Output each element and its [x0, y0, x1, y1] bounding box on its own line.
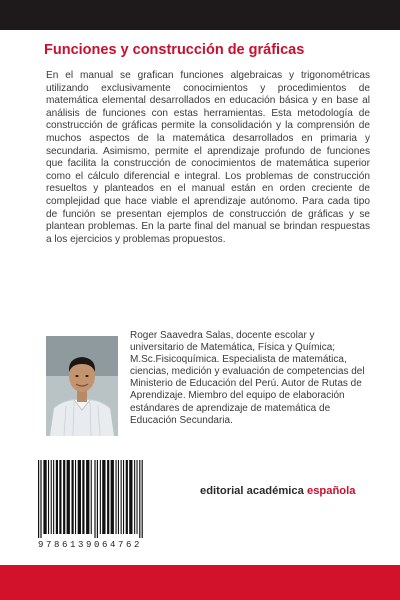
barcode-bar [107, 460, 109, 534]
barcode-bar [38, 460, 39, 538]
author-photo [46, 336, 118, 436]
barcode-bar [78, 460, 81, 534]
barcode-bar [100, 460, 101, 534]
barcode-bar [137, 460, 138, 534]
top-color-band [0, 0, 400, 30]
barcode-bar [51, 460, 52, 534]
barcode-bar [56, 460, 58, 534]
barcode-bar [139, 460, 140, 538]
barcode-bar [111, 460, 114, 534]
barcode-bar [53, 460, 54, 534]
barcode-bar [94, 460, 95, 538]
barcode-bar [40, 460, 41, 538]
bottom-color-band [0, 565, 400, 600]
publisher-name-main: editorial académica [200, 485, 304, 497]
barcode-bar [59, 460, 61, 534]
publisher-name-accent: española [306, 485, 356, 497]
barcode-bar [75, 460, 76, 534]
barcode-bar [67, 460, 70, 534]
barcode-bar [134, 460, 135, 534]
barcode-bar [91, 460, 92, 534]
isbn-barcode [38, 460, 186, 552]
barcode-bar [129, 460, 132, 534]
author-biography: Roger Saavedra Salas, docente escolar y universitario de Matemática, Física y Química; M.Sc.Fisicoquímica. Especialista de matemática, ciencias, medición y evaluación de competencias del Ministerio de Educación del Perú. Autor de Rutas de Aprendizaje. Miembro del equipo de elaboración estándares de aprendizaje de matemática de Educación Secundaria. [130, 330, 365, 426]
barcode-bar [97, 460, 98, 538]
publisher-name [200, 485, 355, 497]
barcode-bar [118, 460, 119, 534]
book-title: Funciones y construcción de gráficas [44, 42, 305, 58]
barcode-bar [126, 460, 128, 534]
barcode-bar [142, 460, 143, 538]
barcode-bar [63, 460, 65, 534]
book-description: En el manual se grafican funciones algebraicas y trigonométricas utilizando exclusivamente conocimientos y procedimientos de matemática elemental desarrollados en educación básica y en base al análisis de funciones con estas herramientas. Esta metodología de construcción de gráficas permite la consolidación y la comprensión de muchos aspectos de la matemática desarrollados en primaria y secundaria. Asimismo, permite el aprendizaje profundo de funciones que facilita la construcción de conocimientos de matemática superior como el cálculo diferencial e integral. Los problemas de construcción resueltos y planteados en el manual están en orden creciente de complejidad que hace viable el aprendizaje autónomo. Para cada tipo de función se presentan ejemplos de construcción de gráficas y se plantean problemas. En la parte final del manual se brindan respuestas a los ejercicios y problemas propuestos. [46, 70, 370, 245]
barcode-bar [116, 460, 117, 534]
barcode-bar [86, 460, 89, 534]
barcode-bar [43, 460, 46, 534]
barcode-bar [48, 460, 49, 534]
barcode-bar [102, 460, 105, 534]
barcode-bar [82, 460, 84, 534]
barcode-bar [72, 460, 74, 534]
barcode-bars [38, 460, 186, 538]
author-portrait-illustration [46, 336, 118, 436]
isbn-digits: 9786139064762 [38, 540, 143, 550]
barcode-bar [121, 460, 122, 534]
barcode-bar [123, 460, 124, 534]
